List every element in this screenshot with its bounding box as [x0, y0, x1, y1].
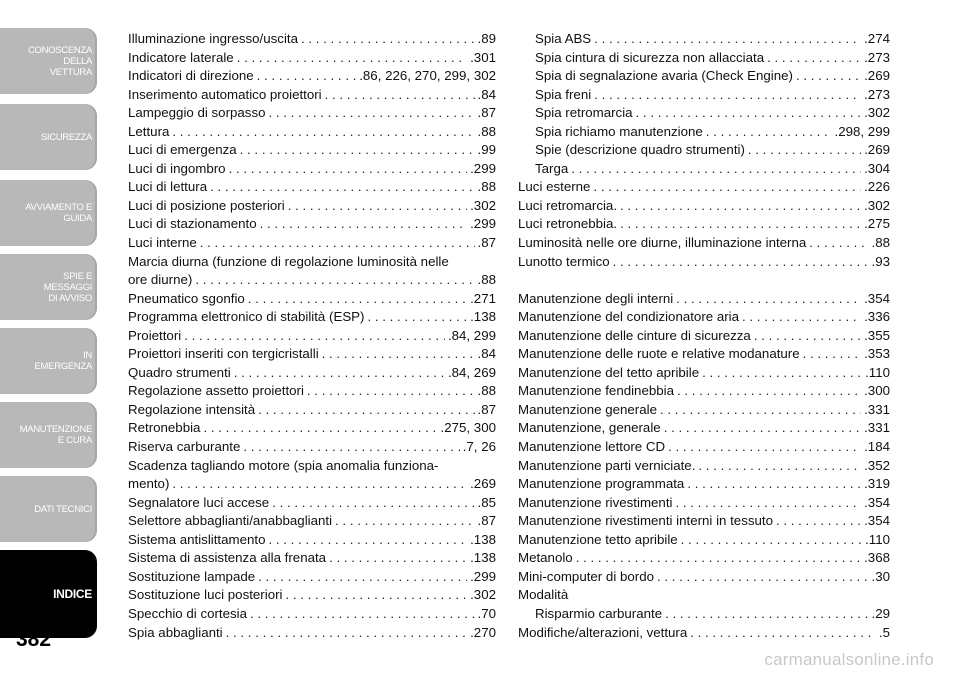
index-column-right — [518, 30, 890, 642]
index-entry[interactable] — [518, 345, 890, 364]
index-entry-text: Luci retromarcia. — [518, 197, 618, 213]
dot-leader — [657, 568, 869, 587]
index-entry-text: Spie (descrizione quadro strumenti) — [535, 142, 745, 158]
index-entry-page: .319 — [864, 476, 890, 492]
index-entry-text: Riserva carburante — [128, 439, 241, 455]
index-entry-page: .110 — [865, 531, 890, 547]
chapter-tab-7[interactable] — [0, 476, 97, 542]
index-entry[interactable] — [518, 438, 890, 457]
index-entry-text: Sistema antislittamento — [128, 531, 266, 547]
index-entry[interactable] — [128, 512, 496, 531]
index-entry-text: Sistema di assistenza alla frenata — [128, 550, 327, 566]
index-entry-text: Sostituzione luci posteriori — [128, 587, 283, 603]
dot-leader — [677, 382, 861, 401]
index-entry-page: .302 — [470, 197, 496, 213]
index-entry-text: Manutenzione programmata — [518, 476, 685, 492]
index-entry-page: .138 — [470, 531, 496, 547]
index-entry-page: .331 — [864, 420, 890, 436]
dot-leader — [776, 512, 861, 531]
dot-leader — [329, 549, 467, 568]
index-entry[interactable] — [518, 160, 890, 179]
index-entry[interactable] — [518, 30, 890, 49]
index-entry[interactable] — [128, 419, 496, 438]
index-entry[interactable] — [518, 624, 890, 643]
index-entry-text: Manutenzione fendinebbia — [518, 383, 674, 399]
index-entry[interactable] — [518, 215, 890, 234]
index-entry-page: .70 — [477, 605, 496, 621]
index-entry-page: .84, 269 — [447, 364, 496, 380]
index-entry[interactable] — [518, 494, 890, 513]
dot-leader — [706, 123, 832, 142]
index-entry-page: .7, 26 — [462, 439, 496, 455]
index-entry[interactable] — [518, 512, 890, 531]
index-entry-text: Lampeggio di sorpasso — [128, 105, 266, 121]
index-entry-page: .138 — [470, 550, 496, 566]
index-entry-page: .88 — [477, 179, 496, 195]
dot-leader — [234, 364, 445, 383]
index-entry[interactable] — [128, 382, 496, 401]
chapter-tab-label: SICUREZZA — [40, 131, 92, 143]
dot-leader — [687, 475, 861, 494]
index-entry-text: Marcia diurna (funzione di regolazione luminosità nelle — [128, 253, 449, 269]
chapter-tab-1[interactable] — [0, 28, 97, 94]
index-entry-page: .275, 300 — [440, 420, 496, 436]
index-entry-page: .368 — [864, 550, 890, 566]
index-entry[interactable] — [128, 586, 496, 605]
index-entry-text: Programma elettronico di stabilità (ESP) — [128, 309, 365, 325]
index-entry-text: Proiettori — [128, 327, 182, 343]
index-entry[interactable] — [518, 382, 890, 401]
index-entry-text: Manutenzione del tetto apribile — [518, 364, 700, 380]
index-heading: Modalità — [518, 587, 569, 603]
index-entry-text: Indicatori di direzione — [128, 68, 254, 84]
index-entry[interactable] — [128, 86, 496, 105]
index-entry-text: Luci di lettura — [128, 179, 208, 195]
dot-leader — [258, 401, 474, 420]
index-entry-page: .274 — [864, 31, 890, 46]
dot-leader — [248, 290, 467, 309]
index-entry-text: Scadenza tagliando motore (spia anomalia funziona- — [128, 457, 439, 473]
index-entry[interactable] — [518, 531, 890, 550]
dot-leader — [571, 160, 861, 179]
index-entry-text: ore diurne) — [128, 272, 193, 288]
index-entry-text: Risparmio carburante — [535, 605, 663, 621]
index-entry-page: .353 — [864, 346, 890, 362]
index-entry-page: .87 — [477, 401, 496, 417]
index-entry-page: .275 — [864, 216, 890, 232]
index-entry-page: .354 — [864, 494, 890, 510]
index-entry[interactable] — [128, 568, 496, 587]
chapter-tab-3[interactable] — [0, 180, 97, 246]
index-entry[interactable] — [518, 605, 890, 624]
dot-leader — [660, 401, 861, 420]
index-entry-page: .336 — [864, 309, 890, 325]
index-entry-page: .273 — [864, 86, 890, 102]
index-entry-page: .299 — [470, 160, 496, 176]
index-entry-text: Lettura — [128, 123, 170, 139]
index-entry-page: .273 — [864, 49, 890, 65]
index-entry-text: Manutenzione rivestimenti interni in tessuto — [518, 513, 773, 529]
dot-leader — [288, 197, 467, 216]
dot-leader — [681, 531, 862, 550]
index-entry-page: .184 — [864, 439, 890, 455]
dot-leader — [301, 30, 475, 49]
dot-leader — [184, 327, 445, 346]
index-entry[interactable] — [128, 549, 496, 568]
chapter-tab-5[interactable] — [0, 328, 97, 394]
index-entry-text: Manutenzione, generale — [518, 420, 661, 436]
dot-leader — [240, 141, 475, 160]
index-entry[interactable] — [128, 494, 496, 513]
index-entry-page: .138 — [470, 309, 496, 325]
index-entry[interactable] — [518, 327, 890, 346]
dot-leader — [229, 160, 468, 179]
dot-leader — [210, 178, 474, 197]
index-entry[interactable] — [128, 141, 496, 160]
index-entry-page: .88 — [477, 383, 496, 399]
index-entry-page: .88 — [871, 235, 890, 251]
dot-leader — [325, 86, 475, 105]
dot-leader — [690, 624, 876, 643]
index-entry-page: .89 — [477, 31, 496, 46]
index-entry[interactable] — [518, 178, 890, 197]
dot-leader — [322, 345, 475, 364]
index-entry-page: .88 — [477, 272, 496, 288]
dot-leader — [748, 141, 861, 160]
dot-leader — [269, 104, 475, 123]
index-entry-text: Spia ABS — [535, 31, 592, 46]
index-entry-text: Luci di ingombro — [128, 160, 226, 176]
dot-leader — [272, 494, 474, 513]
index-entry-page: .84 — [477, 86, 496, 102]
index-entry[interactable] — [128, 401, 496, 420]
dot-leader — [250, 605, 475, 624]
index-entry[interactable] — [518, 475, 890, 494]
dot-leader — [172, 123, 474, 142]
index-entry-page: .269 — [864, 68, 890, 84]
index-entry[interactable] — [128, 67, 496, 86]
index-entry[interactable] — [128, 234, 496, 253]
index-entry-text: mento) — [128, 476, 170, 492]
chapter-tab-2[interactable] — [0, 104, 97, 170]
dot-leader — [668, 438, 861, 457]
dot-leader — [226, 624, 467, 643]
index-entry-text: Lunotto termico — [518, 253, 610, 269]
dot-leader — [702, 364, 862, 383]
index-entry-text: Regolazione assetto proiettori — [128, 383, 304, 399]
index-entry-page: .302 — [470, 587, 496, 603]
index-entry-text: Pneumatico sgonfio — [128, 290, 245, 306]
watermark: carmanualsonline.info — [764, 650, 934, 669]
index-entry[interactable] — [518, 290, 890, 309]
dot-leader — [268, 531, 467, 550]
index-entry-text: Manutenzione generale — [518, 401, 657, 417]
index-entry-page: .226 — [864, 179, 890, 195]
dot-leader — [767, 49, 861, 68]
index-entry[interactable] — [518, 308, 890, 327]
index-entry[interactable] — [518, 568, 890, 587]
index-entry-page: .301 — [470, 49, 496, 65]
index-entry-text: Luci di emergenza — [128, 142, 237, 158]
index-entry-page: .354 — [864, 290, 890, 306]
index-entry-text: Manutenzione degli interni — [518, 290, 674, 306]
index-entry[interactable] — [518, 67, 890, 86]
index-entry-text: Manutenzione rivestimenti — [518, 494, 673, 510]
index-entry-page: .86, 226, 270, 299, 302 — [359, 68, 496, 84]
index-entry-page: .87 — [477, 513, 496, 529]
index-entry[interactable] — [128, 178, 496, 197]
index-entry[interactable] — [518, 49, 890, 68]
index-entry-page: .84, 299 — [447, 327, 496, 343]
chapter-tab-label: MANUTENZIONE E CURA — [19, 424, 92, 446]
index-entry-text: Specchio di cortesia — [128, 605, 247, 621]
index-entry-text: Spia retromarcia — [535, 105, 633, 121]
index-entry-text: Manutenzione delle cinture di sicurezza — [518, 327, 751, 343]
index-entry[interactable] — [128, 308, 496, 327]
index-entry-text: Indicatore laterale — [128, 49, 234, 65]
index-entry-page: .299 — [470, 216, 496, 232]
index-entry-text: Luci esterne — [518, 179, 591, 195]
index-entry[interactable] — [518, 197, 890, 216]
index-entry-text: Sostituzione lampade — [128, 568, 256, 584]
index-entry-text: Regolazione intensità — [128, 401, 256, 417]
index-entry-text: Manutenzione parti verniciate. — [518, 457, 696, 473]
index-entry-page: .29 — [871, 605, 890, 621]
index-entry-text: Spia di segnalazione avaria (Check Engine) — [535, 68, 793, 84]
index-entry-text: Inserimento automatico proiettori — [128, 86, 322, 102]
dot-leader — [594, 30, 861, 49]
index-entry-page: .352 — [864, 457, 890, 473]
index-entry-text: Luci di posizione posteriori — [128, 197, 285, 213]
index-entry-page: .269 — [470, 476, 496, 492]
dot-leader — [665, 605, 868, 624]
index-entry[interactable] — [518, 419, 890, 438]
index-entry-text: Luci retronebbia. — [518, 216, 618, 232]
dot-leader — [260, 215, 467, 234]
index-entry[interactable] — [518, 86, 890, 105]
index-entry[interactable] — [128, 160, 496, 179]
index-entry-text: Retronebbia — [128, 420, 201, 436]
chapter-tab-label: DATI TECNICI — [34, 503, 92, 515]
index-entry-page: .271 — [470, 290, 496, 306]
index-entry-page: .300 — [864, 383, 890, 399]
chapter-tab-label: CONOSCENZA DELLA VETTURA — [27, 44, 92, 78]
index-entry[interactable] — [128, 30, 496, 49]
dot-leader — [594, 86, 861, 105]
index-entry-text: Spia richiamo manutenzione — [535, 123, 703, 139]
dot-leader — [257, 67, 357, 86]
index-entry-text: Luci di stazionamento — [128, 216, 257, 232]
index-entry[interactable] — [518, 234, 890, 253]
chapter-tab-label: INDICE — [53, 586, 92, 601]
index-entry[interactable] — [128, 531, 496, 550]
index-column-left — [128, 30, 496, 642]
index-entry[interactable] — [518, 457, 890, 476]
index-entry-page: .99 — [477, 142, 496, 158]
index-entry-text: Segnalatore luci accese — [128, 494, 270, 510]
index-entry[interactable] — [128, 475, 496, 494]
chapter-tab-4[interactable] — [0, 254, 97, 320]
section-gap — [518, 271, 890, 290]
index-entry-page: .110 — [865, 364, 890, 380]
dot-leader — [593, 178, 861, 197]
dot-leader — [698, 457, 861, 476]
dot-leader — [237, 49, 467, 68]
index-entry-page: .302 — [864, 197, 890, 213]
dot-leader — [636, 104, 862, 123]
index-entry-text: Manutenzione del condizionatore aria — [518, 309, 740, 325]
dot-leader — [754, 327, 861, 346]
dot-leader — [576, 549, 861, 568]
index-entry-page: .299 — [470, 568, 496, 584]
index-entry[interactable] — [128, 197, 496, 216]
chapter-tab-label: IN EMERGENZA — [34, 350, 92, 372]
index-entry-text: Spia abbaglianti — [128, 624, 223, 640]
dot-leader — [620, 197, 861, 216]
index-entry-text: Manutenzione tetto apribile — [518, 531, 678, 547]
index-entry-page: .270 — [470, 624, 496, 640]
chapter-tab-label: SPIE E MESSAGGI DI AVVISO — [43, 270, 92, 304]
index-entry-page: .355 — [864, 327, 890, 343]
index-entry-page: .88 — [477, 123, 496, 139]
index-entry-page: .84 — [477, 346, 496, 362]
index-entry-page: .85 — [477, 494, 496, 510]
index-entry-text: Selettore abbaglianti/anabbaglianti — [128, 513, 333, 529]
dot-leader — [243, 438, 459, 457]
index-entry-text: Targa — [535, 160, 569, 176]
index-entry-page: .30 — [871, 568, 890, 584]
index-entry-page: .331 — [864, 401, 890, 417]
dot-leader — [796, 67, 861, 86]
index-entry-text: Mini-computer di bordo — [518, 568, 654, 584]
index-entry-page: .5 — [878, 624, 890, 640]
index-entry[interactable] — [518, 104, 890, 123]
index-entry[interactable] — [128, 438, 496, 457]
index-entry[interactable] — [128, 104, 496, 123]
index-entry-text: Metanolo — [518, 550, 573, 566]
dot-leader — [285, 586, 467, 605]
dot-leader — [620, 215, 861, 234]
index-entry[interactable] — [128, 123, 496, 142]
index-entry-text: Manutenzione delle ruote e relative modanature — [518, 346, 800, 362]
page-number: 382 — [16, 628, 52, 651]
dot-leader — [172, 475, 467, 494]
dot-leader — [203, 419, 437, 438]
dot-leader — [676, 290, 861, 309]
dot-leader — [307, 382, 475, 401]
index-entry-page: .87 — [477, 235, 496, 251]
index-entry[interactable] — [128, 364, 496, 383]
dot-leader — [742, 308, 861, 327]
index-entry[interactable] — [518, 549, 890, 568]
index-entry-text: Spia cintura di sicurezza non allacciata — [535, 49, 765, 65]
index-entry-page: .93 — [871, 253, 890, 269]
index-entry-text: Luminosità nelle ore diurne, illuminazione interna — [518, 235, 807, 251]
index-entry[interactable] — [518, 141, 890, 160]
chapter-tab-8[interactable] — [0, 550, 97, 638]
dot-leader — [809, 234, 868, 253]
dot-leader — [803, 345, 861, 364]
dot-leader — [195, 271, 474, 290]
chapter-tab-label: AVVIAMENTO E GUIDA — [25, 202, 92, 224]
index-entry[interactable] — [128, 215, 496, 234]
index-entry-text: Spia freni — [535, 86, 592, 102]
dot-leader — [258, 568, 467, 587]
index-entry[interactable] — [518, 123, 890, 142]
index-entry[interactable] — [518, 401, 890, 420]
index-entry[interactable] — [518, 364, 890, 383]
index-entry-text: Luci interne — [128, 235, 197, 251]
dot-leader — [200, 234, 475, 253]
dot-leader — [367, 308, 467, 327]
dot-leader — [613, 253, 869, 272]
index-entry[interactable] — [128, 327, 496, 346]
index-entry[interactable] — [128, 624, 496, 643]
index-entry-text: Proiettori inseriti con tergicristalli — [128, 346, 319, 362]
index-entry[interactable] — [128, 49, 496, 68]
index-entry[interactable] — [128, 605, 496, 624]
dot-leader — [335, 512, 474, 531]
index-entry[interactable] — [128, 271, 496, 290]
index-entry[interactable] — [518, 253, 890, 272]
index-entry-text: Quadro strumenti — [128, 364, 231, 380]
index-entry[interactable] — [128, 290, 496, 309]
index-entry-page: .304 — [864, 160, 890, 176]
index-entry-text: Manutenzione lettore CD — [518, 439, 666, 455]
dot-leader — [675, 494, 861, 513]
index-entry-page: .302 — [864, 105, 890, 121]
chapter-tab-6[interactable] — [0, 402, 97, 468]
index-entry-page: .354 — [864, 513, 890, 529]
dot-leader — [664, 419, 861, 438]
index-entry-text: Modifiche/alterazioni, vettura — [518, 624, 688, 640]
index-entry[interactable] — [128, 345, 496, 364]
index-entry-page: .298, 299 — [834, 123, 890, 139]
index-entry-text: Illuminazione ingresso/uscita — [128, 31, 298, 46]
index-entry-page: .87 — [477, 105, 496, 121]
index-entry-page: .269 — [864, 142, 890, 158]
